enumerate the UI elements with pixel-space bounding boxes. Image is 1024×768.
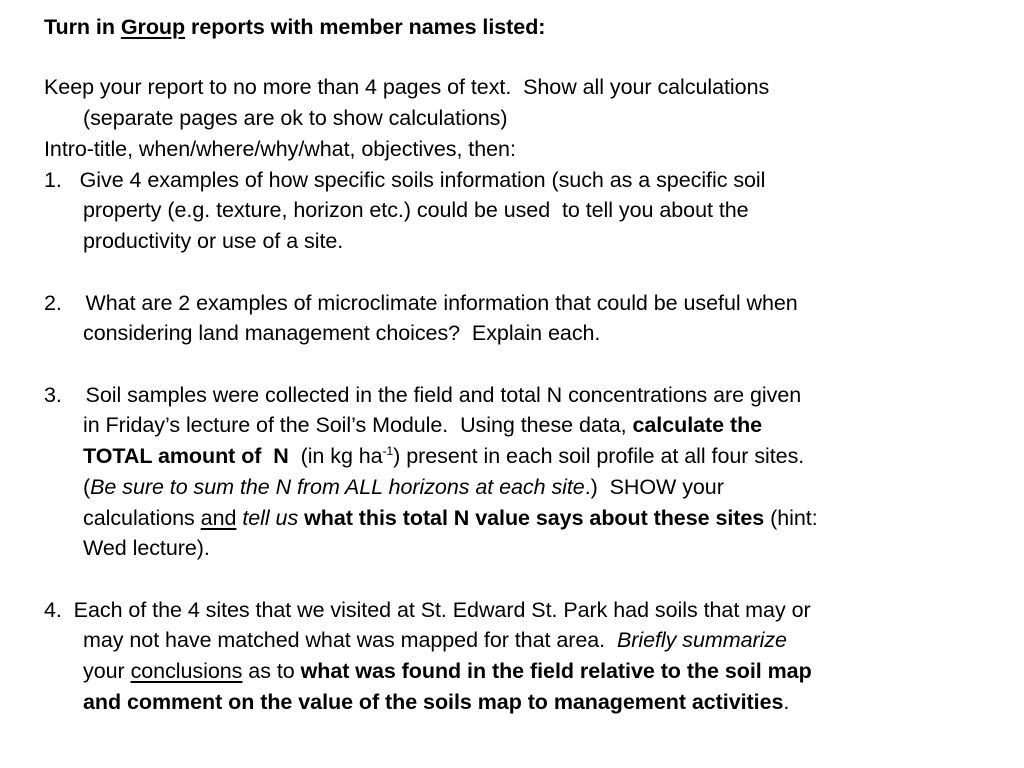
question-2-line-2: considering land management choices? Explain each. [83,321,601,345]
question-3-line-2 [83,410,762,441]
question-3-text: calculations [83,506,201,530]
question-4-text: as to [242,659,301,683]
heading-prefix: Turn in [44,15,121,39]
units-superscript: -1 [382,444,394,458]
question-4-line-2 [83,625,787,656]
question-3-text: ( [83,475,91,499]
question-3-line-5 [83,503,818,534]
question-1-line-1: 1. Give 4 examples of how specific soils information (such as a specific soil [44,168,766,192]
question-4-underlined-conclusions: conclusions [130,659,243,683]
question-3-units-text: (in kg ha [288,444,383,468]
question-3-emphasis: TOTAL amount of N [83,444,289,468]
question-3-underlined-and: and [200,506,237,530]
question-3-italic-note: Be sure to sum the N from ALL horizons at each site [90,475,585,499]
guideline-calculations-note: (separate pages are ok to show calculations) [83,106,508,130]
question-3-emphasis: calculate the [632,413,763,437]
question-4-line-1: 4. Each of the 4 sites that we visited at St. Edward St. Park had soils that may or [44,598,811,622]
page-heading [44,12,545,43]
question-3-text: .) SHOW your [584,475,724,499]
question-4-line-3 [83,656,812,687]
question-4-text: your [83,659,131,683]
question-4-text: . [783,690,790,714]
question-3-emphasis: what this total N value says about these sites [304,506,765,530]
question-3-text: (hint: [764,506,818,530]
question-2-line-1: 2. What are 2 examples of microclimate information that could be useful when [44,291,798,315]
question-3-text: in Friday’s lecture of the Soil’s Module. Using these data, [83,413,633,437]
guideline-intro: Intro-title, when/where/why/what, objectives, then: [44,137,516,161]
question-3-line-4 [83,472,724,503]
question-3-line-1: 3. Soil samples were collected in the field and total N concentrations are given [44,383,802,407]
guideline-page-limit: Keep your report to no more than 4 pages of text. Show all your calculations [44,75,770,99]
question-4-emphasis: what was found in the field relative to the soil map [300,659,812,683]
question-4-text: may not have matched what was mapped for that area. [83,628,617,652]
question-3-line-3 [83,441,804,475]
heading-suffix: reports with member names listed: [185,15,546,39]
question-3-text: ) present in each soil profile at all four sites. [393,444,805,468]
question-4-emphasis: and comment on the value of the soils map to management activities [83,690,784,714]
question-4-italic-summarize: Briefly summarize [616,628,787,652]
question-1-line-2: property (e.g. texture, horizon etc.) could be used to tell you about the [83,198,749,222]
heading-group-word: Group [120,15,186,39]
question-1-line-3: productivity or use of a site. [83,229,344,253]
question-4-line-4 [83,687,789,718]
question-3-italic-tell-us: tell us [242,506,299,530]
question-3-line-6: Wed lecture). [83,536,210,560]
